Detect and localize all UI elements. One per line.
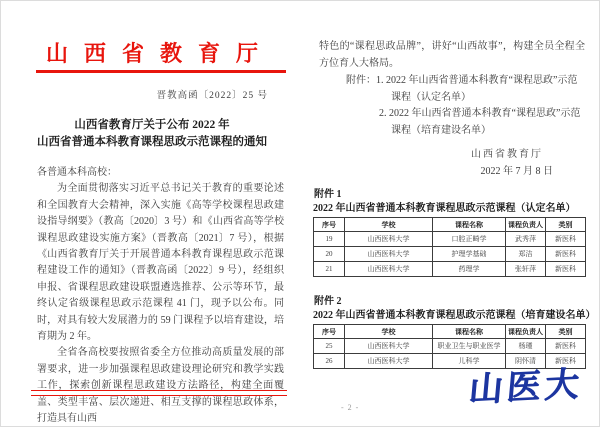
table-cell: 张轩萍	[506, 262, 546, 277]
table-row	[314, 247, 586, 262]
table-cell: 山西医科大学	[345, 354, 433, 369]
attachments-line4: 课程（培育建设名单）	[391, 124, 491, 136]
salutation: 各普通本科高校：	[37, 167, 117, 178]
table-row	[314, 262, 586, 277]
table-cell: 26	[314, 354, 345, 369]
table-header-row	[314, 218, 586, 232]
attachments-line3: 2. 2022 年山西省普通本科教育“课程思政”示范	[379, 108, 581, 119]
page-number: - 2 -	[341, 403, 360, 412]
document-number: 晋教高函〔2022〕25 号	[156, 91, 268, 101]
table-header-cell: 类别	[546, 325, 586, 339]
table-cell: 21	[314, 262, 345, 277]
notice-title-line1: 山西省教育厅关于公布 2022 年	[74, 119, 230, 131]
table-cell: 新医科	[546, 354, 586, 369]
table-cell: 杨瑾	[506, 339, 546, 354]
agency-header: 山西省教育厅	[45, 41, 274, 66]
annex1-table	[313, 217, 586, 277]
table-cell: 药理学	[433, 262, 506, 277]
page-1	[16, 1, 288, 427]
table-header-row	[314, 325, 586, 339]
table-row	[314, 339, 586, 354]
table-header-cell: 课程负责人	[506, 218, 546, 232]
table-cell: 山西医科大学	[345, 339, 433, 354]
annex1-label: 附件 1	[314, 189, 342, 200]
table-header-cell: 课程名称	[433, 218, 506, 232]
page-2	[311, 1, 596, 427]
table-header-cell: 学校	[345, 218, 433, 232]
attachments-line2: 课程（认定名单）	[391, 91, 471, 103]
notice-title-line2: 山西省普通本科教育课程思政示范课程的通知	[37, 136, 267, 148]
table-cell: 山西医科大学	[345, 247, 433, 262]
table-cell: 儿科学	[433, 354, 506, 369]
notice-title	[16, 117, 288, 151]
table-cell: 山西医科大学	[345, 232, 433, 247]
table-cell: 职业卫生与职业医学	[433, 339, 506, 354]
paragraph-1: 为全面贯彻落实习近平总书记关于教育的重要论述和全国教育大会精神，深入实施《高等学校课程思政建设指导纲要》（教高〔2020〕3 号）和《山西省高等学校课程思政建设实施方案》（晋教高〔2021〕7 号），根据《山西省教育厅关于开展普通本科教育课程思政示范课程建设工作的通知》（晋教高函〔2022〕9 号），经组织申报、省课程思政建设联盟遴选推荐、公示等环节，最终认定省级课程思政示范课程 41 门，现予以公布。同时，对具有较大发展潜力的 59 门课程予以培育建设，培育期为 2 年。	[37, 183, 284, 343]
table-header-cell: 序号	[314, 218, 345, 232]
table-header-cell: 课程负责人	[506, 325, 546, 339]
table-cell: 郑洁	[506, 247, 546, 262]
annex2-title: 2022 年山西省普通本科教育课程思政示范课程（培育建设名单）	[313, 310, 596, 321]
paragraph-continuation: 特色的“课程思政品牌”，讲好“山西故事”，构建全员全程全方位育人大格局。	[319, 41, 585, 69]
table-cell: 武秀萍	[506, 232, 546, 247]
annex1-title: 2022 年山西省普通本科教育课程思政示范课程（认定名单）	[313, 203, 576, 214]
table-cell: 新医科	[546, 232, 586, 247]
annex2-label: 附件 2	[314, 296, 342, 307]
double-red-footer-line	[31, 390, 287, 396]
table-header-cell: 课程名称	[433, 325, 506, 339]
table-cell: 口腔正畸学	[433, 232, 506, 247]
signing-agency: 山西省教育厅	[471, 149, 543, 160]
table-cell: 20	[314, 247, 345, 262]
shanxi-medical-university-watermark: 山医大	[467, 365, 585, 410]
attachments-line1: 附件：1. 2022 年山西省普通本科教育“课程思政”示范	[346, 75, 578, 86]
table-header-cell: 序号	[314, 325, 345, 339]
table-cell: 25	[314, 339, 345, 354]
table-row	[314, 232, 586, 247]
paragraph-2: 全省各高校要按照省委全方位推动高质量发展的部署要求，进一步加强课程思政建设理论研究和教学实践工作，探索创新课程思政建设方法路径，构建全面覆盖、类型丰富、层次递进、相互支撑的课程思政体系，打造具有山西	[37, 347, 284, 425]
table-cell: 阴怀清	[506, 354, 546, 369]
table-cell: 新医科	[546, 262, 586, 277]
table-cell: 新医科	[546, 339, 586, 354]
notice-body	[37, 165, 284, 427]
attachments-list	[319, 73, 585, 139]
signing-date: 2022 年 7 月 8 日	[480, 166, 553, 177]
table-header-cell: 类别	[546, 218, 586, 232]
table-cell: 新医科	[546, 247, 586, 262]
table-cell: 19	[314, 232, 345, 247]
table-header-cell: 学校	[345, 325, 433, 339]
table-cell: 护理学基础	[433, 247, 506, 262]
red-divider-line	[36, 70, 286, 73]
table-cell: 山西医科大学	[345, 262, 433, 277]
